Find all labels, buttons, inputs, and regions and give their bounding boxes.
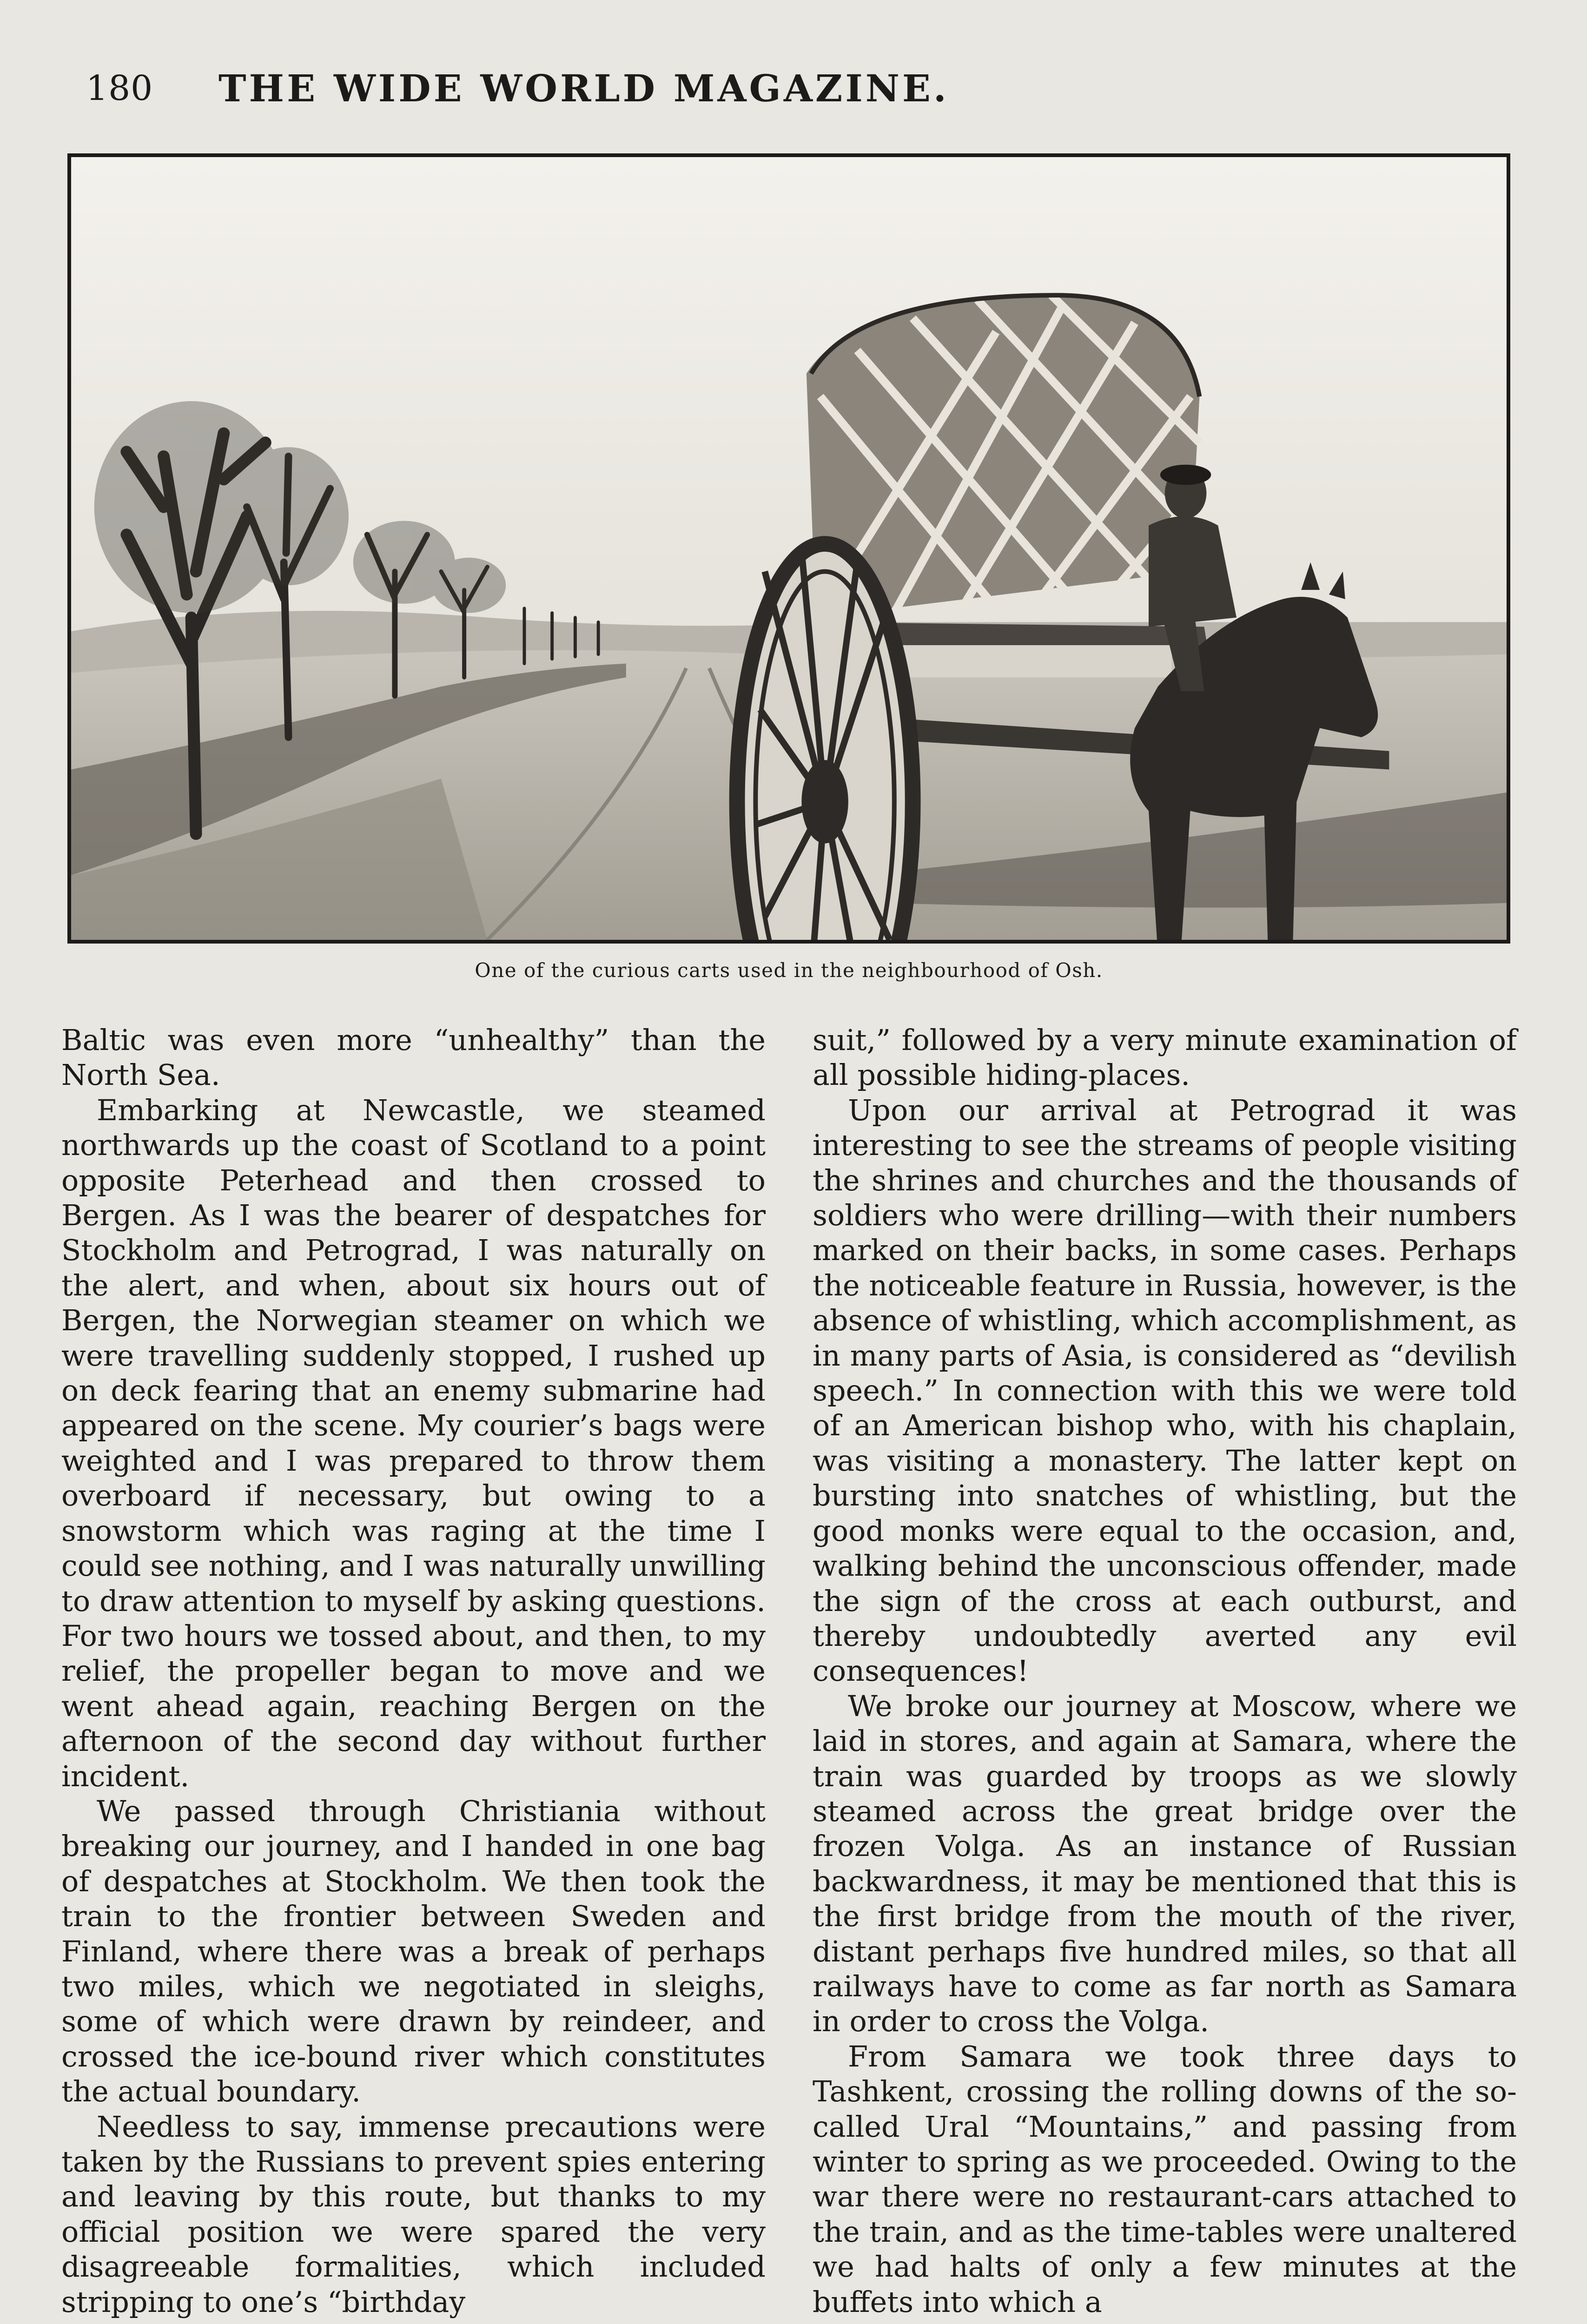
right-column [813, 1023, 1517, 2319]
paragraph: We broke our journey at Moscow, where we laid in stores, and again at Samara, where the train was guarded by troops as we slowly steamed across the great bridge over the frozen Volga. As an instance of Russian backwardness, it may be mentioned that this is the first bridge from the mouth of the river, distant perhaps five hundred miles, so that all railways have to come as far north as Samara in order to cross the Volga. [813, 1689, 1517, 2039]
page-header [86, 63, 1504, 119]
paragraph: Needless to say, immense precautions were taken by the Russians to prevent spies entering and leaving by this route, but thanks to my official position we were spared the very disagreeable formalities, which included stripping to one’s “birthday [61, 2109, 766, 2319]
left-column [61, 1023, 766, 2319]
photo-caption: One of the curious carts used in the neighbourhood of Osh. [475, 959, 1103, 982]
paragraph: We passed through Christiania without breaking our journey, and I handed in one bag of despatches at Stockholm. We then took the train to the frontier between Sweden and Finland, where there was a break of perhaps two miles, which we negotiated in sleighs, some of which were drawn by reindeer, and crossed the ice-bound river which constitutes the actual boundary. [61, 1794, 766, 2109]
paragraph: Baltic was even more “unhealthy” than the North Sea. [61, 1023, 766, 1092]
paragraph: From Samara we took three days to Tashkent, crossing the rolling downs of the so-called Ural “Mountains,” and passing from winter to spring as we proceeded. Owing to the war there were no restaurant-cars attached to the train, and as the time-tables were unaltered we had halts of only a few minutes at the buffets into which a [813, 2039, 1517, 2319]
magazine-title: THE WIDE WORLD MAGAZINE. [218, 66, 949, 110]
paragraph: Upon our arrival at Petrograd it was interesting to see the streams of people visiting the shrines and churches and the thousands of soldiers who were drilling—with their numbers marked on their backs, in some cases. Perhaps the noticeable feature in Russia, however, is the absence of whistling, which accomplishment, as in many parts of Asia, is considered as “devilish speech.” In connection with this we were told of an American bishop who, with his chaplain, was visiting a monastery. The latter kept on bursting into snatches of whistling, but the good monks were equal to the occasion, and, walking behind the unconscious offender, made the sign of the cross at each outburst, and thereby undoubtedly averted any evil consequences! [813, 1093, 1517, 1688]
cart-wheel [737, 544, 913, 940]
page-number: 180 [86, 68, 153, 108]
paragraph: Embarking at Newcastle, we steamed northwards up the coast of Scotland to a point opposite Peterhead and then crossed to Bergen. As I was the bearer of despatches for Stockholm and Petrograd, I was naturally on the alert, and when, about six hours out of Bergen, the Norwegian steamer on which we were travelling suddenly stopped, I rushed up on deck fearing that an enemy submarine had appeared on the scene. My courier’s bags were weighted and I was prepared to throw them overboard if necessary, but owing to a snowstorm which was raging at the time I could see nothing, and I was naturally unwilling to draw attention to myself by asking questions. For two hours we tossed about, and then, to my relief, the propeller began to move and we went ahead again, reaching Bergen on the afternoon of the second day without further incident. [61, 1093, 766, 1793]
cart-photograph [67, 153, 1510, 944]
photo-illustration [71, 157, 1507, 940]
paragraph: suit,” followed by a very minute examination of all possible hiding-places. [813, 1023, 1517, 1092]
